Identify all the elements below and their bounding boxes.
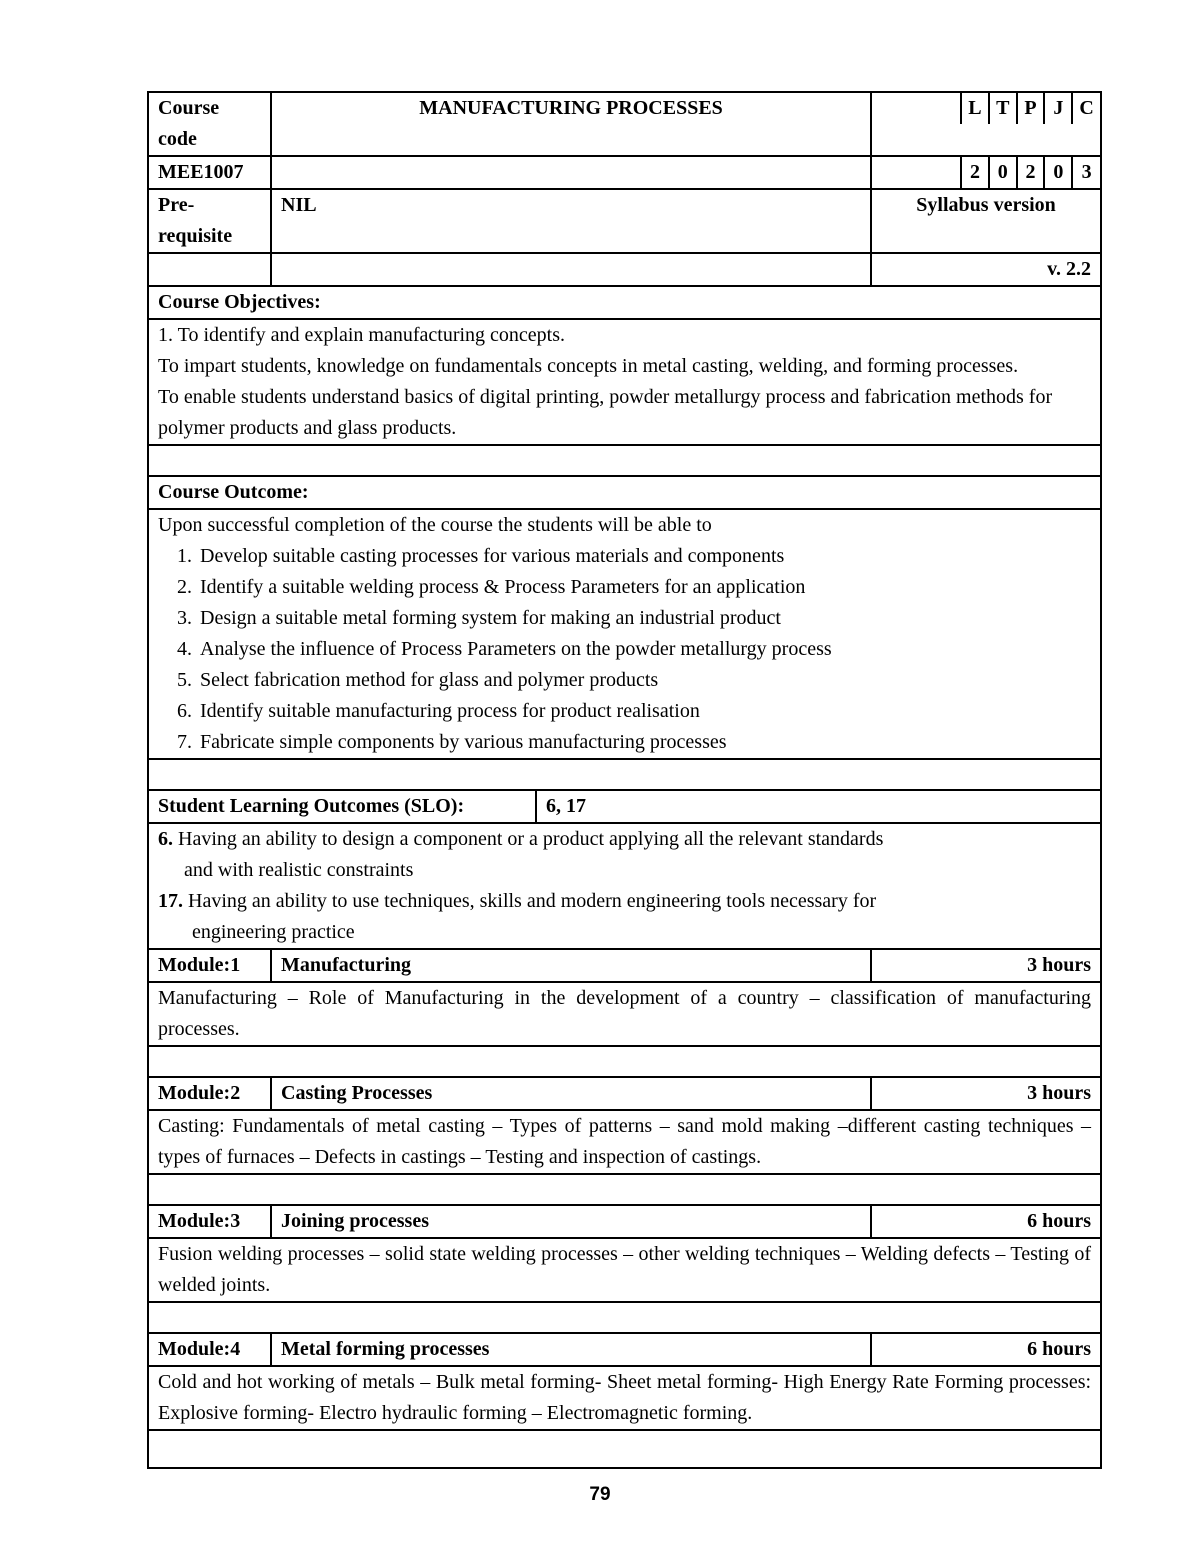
ltpjc-label-c: C: [1072, 93, 1100, 124]
slo-item-continuation: and with realistic constraints: [184, 859, 414, 881]
module-hours: 6 hours: [871, 1333, 1101, 1366]
outcome-item: 6. Identify suitable manufacturing process for product realisation: [177, 700, 700, 722]
outcome-heading: Course Outcome:: [148, 476, 1101, 509]
module-label: Module:2: [148, 1077, 271, 1110]
objectives-heading-row: [148, 286, 1101, 319]
module-label: Module:1: [148, 949, 271, 982]
page-number: 79: [589, 1484, 611, 1505]
ltpjc-value-p: 2: [1017, 157, 1045, 188]
outcome-heading-row: [148, 476, 1101, 509]
spacer-row: [148, 445, 1101, 476]
outcome-intro: Upon successful completion of the course the students will be able to: [158, 514, 712, 536]
slo-item: 6. Having an ability to design a component or a product applying all the relevant standards: [158, 828, 884, 850]
prereq-label: Pre-requisite: [148, 189, 271, 253]
module-header-row: [148, 949, 1101, 982]
module-hours: 3 hours: [871, 1077, 1101, 1110]
header-row-1: [148, 92, 1101, 156]
objectives-heading: Course Objectives:: [148, 286, 1101, 319]
module-label: Module:4: [148, 1333, 271, 1366]
ltpjc-labels-cell: [871, 92, 1101, 156]
module-content: Manufacturing – Role of Manufacturing in the development of a country – classification of manufacturing processes.: [148, 982, 1101, 1046]
objectives-body-row: [148, 319, 1101, 445]
module-content: Fusion welding processes – solid state welding processes – other welding techniques – Welding defects – Testing of welded joints.: [148, 1238, 1101, 1302]
outcome-body: [148, 509, 1101, 759]
ltpjc-label-l: L: [968, 97, 982, 119]
version-row: [148, 253, 1101, 286]
outcome-item: 2. Identify a suitable welding process & Process Parameters for an application: [177, 576, 806, 598]
module-content-row: [148, 1110, 1101, 1174]
module-content-row: [148, 1238, 1101, 1302]
outcome-item: 1. Develop suitable casting processes for various materials and components: [177, 545, 785, 567]
slo-heading: Student Learning Outcomes (SLO):: [148, 790, 536, 823]
slo-body: [148, 823, 1101, 949]
spacer-row: [148, 1430, 1101, 1468]
module-header-row: [148, 1077, 1101, 1110]
outcome-body-row: [148, 509, 1101, 759]
outcome-item: 3. Design a suitable metal forming system for making an industrial product: [177, 607, 781, 629]
spacer-row: [148, 1046, 1101, 1077]
module-header-row: [148, 1333, 1101, 1366]
module-content-row: [148, 982, 1101, 1046]
ltpjc-value-j: 0: [1044, 157, 1072, 188]
module-hours: 3 hours: [871, 949, 1101, 982]
ltpjc-values: [960, 157, 1100, 188]
module-hours: 6 hours: [871, 1205, 1101, 1238]
slo-body-row: [148, 823, 1101, 949]
syllabus-table: [147, 91, 1102, 1469]
spacer-row: [148, 759, 1101, 790]
syllabus-page: [147, 91, 1100, 1469]
module-content: Casting: Fundamentals of metal casting – Types of patterns – sand mold making –different casting techniques – types of furnaces – Defects in castings – Testing and inspection of castings.: [148, 1110, 1101, 1174]
module-title: Manufacturing: [271, 949, 871, 982]
ltpjc-values-cell: [871, 156, 1101, 189]
module-label: Module:3: [148, 1205, 271, 1238]
objectives-body: [148, 319, 1101, 445]
outcome-item: 7. Fabricate simple components by various manufacturing processes: [177, 731, 727, 753]
slo-value: 6, 17: [536, 790, 1101, 823]
objective-line: 1. To identify and explain manufacturing concepts.: [158, 324, 566, 346]
module-content-row: [148, 1366, 1101, 1430]
slo-heading-row: [148, 790, 1101, 823]
slo-item: 17. Having an ability to use techniques, skills and modern engineering tools necessary for: [158, 890, 877, 912]
syllabus-version: v. 2.2: [871, 253, 1101, 286]
ltpjc-label-j: J: [1044, 93, 1072, 124]
syllabus-version-label: Syllabus version: [871, 189, 1101, 253]
course-code-label: Course code: [148, 92, 271, 156]
module-content: Cold and hot working of metals – Bulk metal forming- Sheet metal forming- High Energy Rate Forming processes: Explosive forming- Electro hydraulic forming – Electromagnetic forming.: [148, 1366, 1101, 1430]
spacer-row: [148, 1302, 1101, 1333]
header-row-2: [148, 156, 1101, 189]
prereq-value: NIL: [271, 189, 871, 253]
outcome-item: 5. Select fabrication method for glass and polymer products: [177, 669, 659, 691]
ltpjc-value-t: 0: [989, 157, 1017, 188]
ltpjc-label-p: P: [1017, 93, 1045, 124]
ltpjc-value-l: 2: [969, 161, 980, 183]
objective-line: To impart students, knowledge on fundamentals concepts in metal casting, welding, and forming processes.: [158, 355, 1019, 377]
ltpjc-label-t: T: [989, 93, 1017, 124]
course-title: MANUFACTURING PROCESSES: [271, 92, 871, 156]
prereq-row: [148, 189, 1101, 253]
slo-item-continuation: engineering practice: [192, 921, 355, 943]
module-title: Casting Processes: [271, 1077, 871, 1110]
ltpjc-labels: [960, 93, 1100, 124]
outcome-item: 4. Analyse the influence of Process Parameters on the powder metallurgy process: [177, 638, 832, 660]
module-header-row: [148, 1205, 1101, 1238]
module-title: Metal forming processes: [271, 1333, 871, 1366]
module-title: Joining processes: [271, 1205, 871, 1238]
spacer-row: [148, 1174, 1101, 1205]
course-code: MEE1007: [148, 156, 271, 189]
objective-line: To enable students understand basics of digital printing, powder metallurgy process and fabrication methods for polymer products and glass products.: [158, 386, 1053, 439]
ltpjc-value-c: 3: [1072, 157, 1100, 188]
